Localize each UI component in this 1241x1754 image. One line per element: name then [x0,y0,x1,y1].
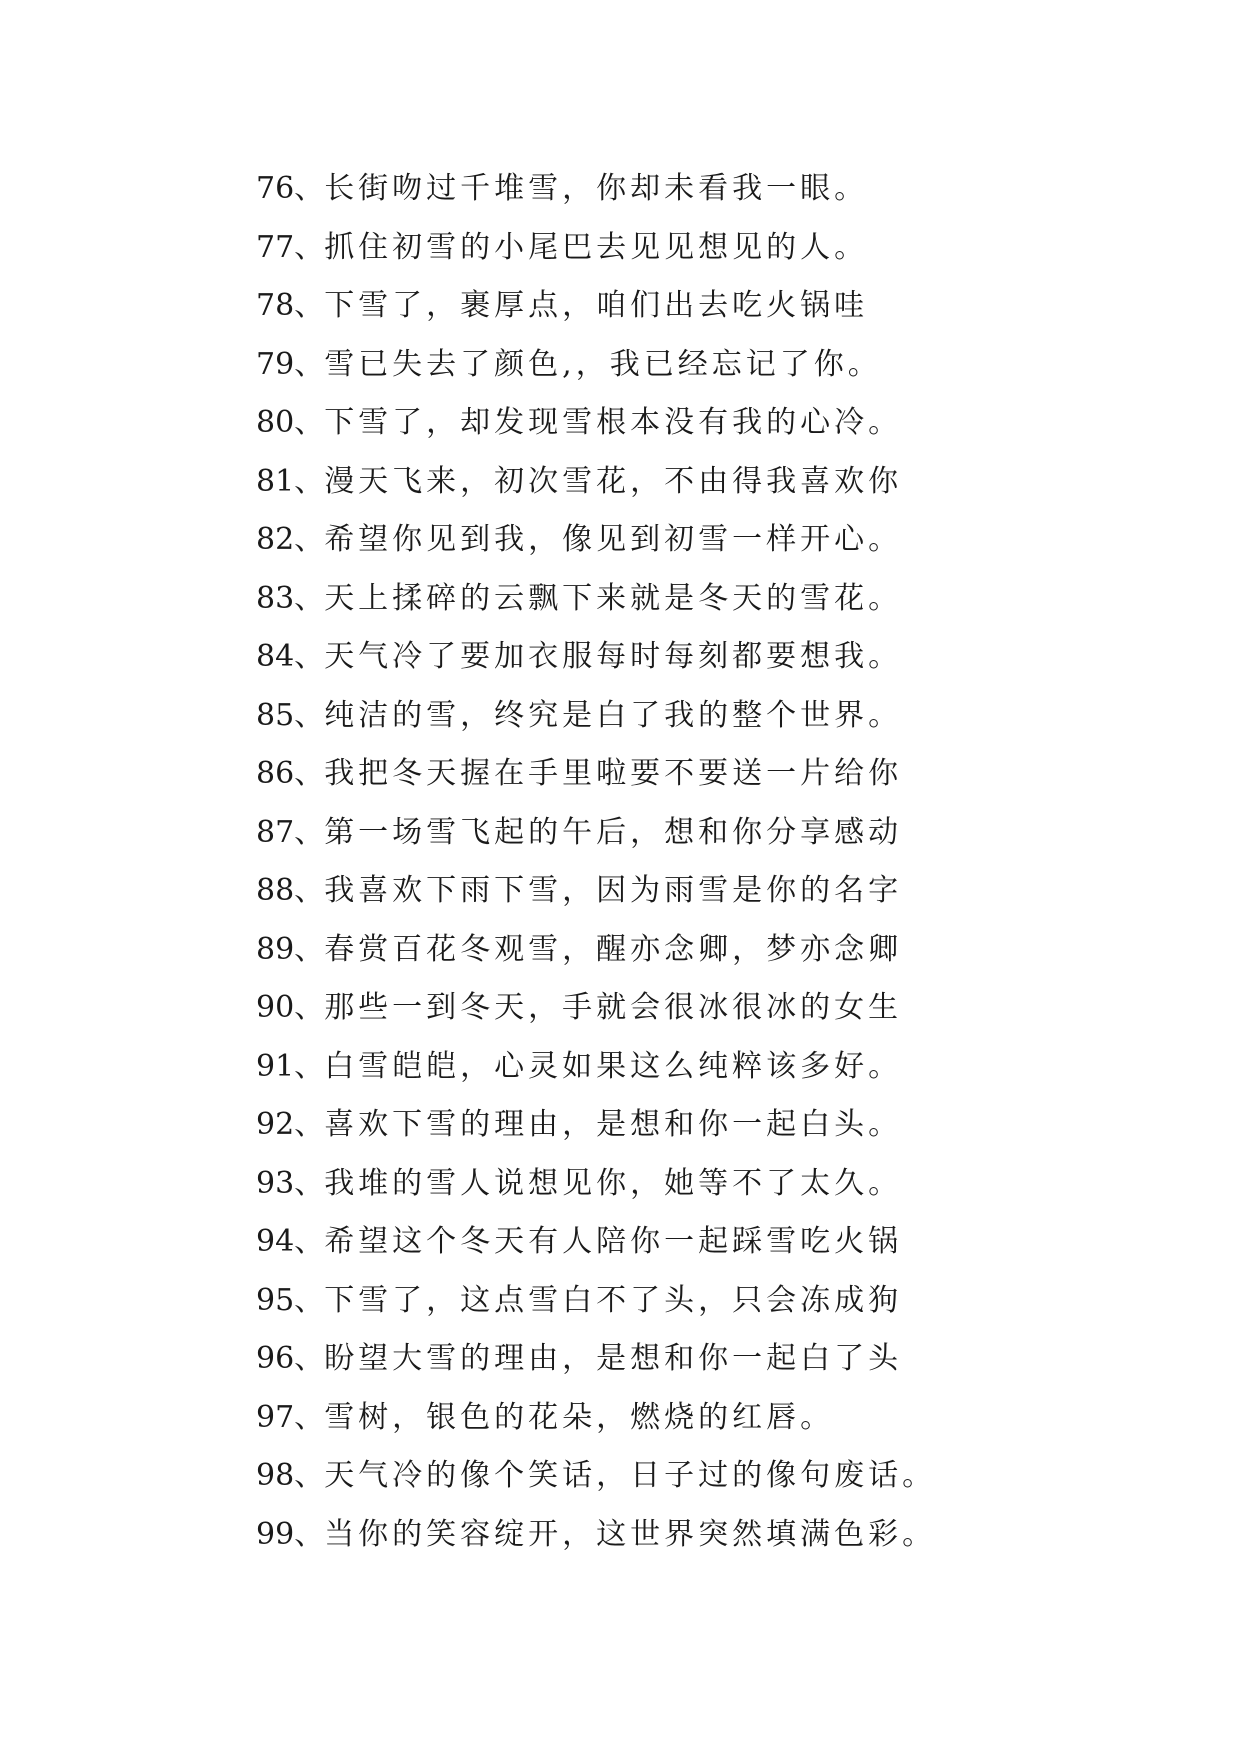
item-number: 85、 [256,697,325,733]
item-text: 希望这个冬天有人陪你一起踩雪吃火锅 [324,1224,903,1259]
list-item [256,1447,1216,1506]
item-text: 喜欢下雪的理由，是想和你一起白头。 [324,1107,903,1142]
item-number: 93、 [256,1165,325,1201]
list-item [256,1330,1216,1389]
list-item [256,453,1216,512]
list-item [256,394,1216,453]
item-number: 91、 [256,1048,325,1084]
item-text: 雪已失去了颜色,，我已经忘记了你。 [324,346,882,382]
item-text: 天气冷的像个笑话，日子过的像句废话。 [324,1458,937,1493]
list-item [256,1038,1216,1097]
item-text: 长街吻过千堆雪，你却未看我一眼。 [324,171,869,206]
list-item [256,511,1216,570]
item-number: 77、 [256,229,325,265]
item-text: 我把冬天握在手里啦要不要送一片给你 [324,756,903,791]
item-text: 我堆的雪人说想见你，她等不了太久。 [324,1165,903,1201]
item-text: 第一场雪飞起的午后，想和你分享感动 [324,814,903,850]
list-item [256,1272,1216,1331]
item-number: 88、 [256,873,325,908]
list-item [256,745,1216,804]
list-item [256,1213,1216,1272]
item-number: 83、 [256,580,325,616]
list-item [256,277,1216,336]
list-item [256,628,1216,687]
list-item [256,1389,1216,1448]
item-text: 天气冷了要加衣服每时每刻都要想我。 [324,639,903,674]
item-number: 82、 [256,522,325,557]
list-item [256,1155,1216,1214]
item-text: 纯洁的雪，终究是白了我的整个世界。 [324,697,903,733]
item-text: 希望你见到我，像见到初雪一样开心。 [324,522,903,557]
list-item [256,1506,1216,1565]
item-number: 86、 [256,756,325,791]
item-text: 盼望大雪的理由，是想和你一起白了头 [324,1341,903,1376]
item-number: 76、 [256,171,325,206]
list-item [256,219,1216,278]
item-number: 80、 [256,405,325,440]
item-text: 春赏百花冬观雪，醒亦念卿，梦亦念卿 [324,931,903,967]
item-number: 94、 [256,1224,325,1259]
item-text: 白雪皑皑，心灵如果这么纯粹该多好。 [324,1048,903,1084]
list-item [256,979,1216,1038]
list-item [256,921,1216,980]
item-number: 79、 [256,346,325,382]
item-number: 97、 [256,1399,325,1435]
item-text: 下雪了，裹厚点，咱们出去吃火锅哇 [324,288,869,323]
item-number: 92、 [256,1107,325,1142]
item-text: 天上揉碎的云飘下来就是冬天的雪花。 [324,580,903,616]
item-text: 我喜欢下雨下雪，因为雨雪是你的名字 [324,873,903,908]
item-number: 81、 [256,463,325,499]
list-item [256,862,1216,921]
list-item [256,687,1216,746]
item-number: 84、 [256,639,325,674]
list-item [256,336,1216,395]
item-number: 96、 [256,1341,325,1376]
item-number: 99、 [256,1516,325,1552]
item-number: 95、 [256,1282,325,1318]
item-text: 下雪了，这点雪白不了头，只会冻成狗 [324,1282,903,1318]
item-text: 那些一到冬天，手就会很冰很冰的女生 [324,990,903,1025]
item-text: 漫天飞来，初次雪花，不由得我喜欢你 [324,463,903,499]
list-item [256,1096,1216,1155]
item-text: 当你的笑容绽开，这世界突然填满色彩。 [324,1516,937,1552]
list-item [256,570,1216,629]
list-item [256,804,1216,863]
item-number: 78、 [256,288,325,323]
item-number: 89、 [256,931,325,967]
item-number: 90、 [256,990,325,1025]
sentence-list [256,160,1216,1564]
item-number: 98、 [256,1458,325,1493]
item-number: 87、 [256,814,325,850]
item-text: 下雪了，却发现雪根本没有我的心冷。 [324,405,903,440]
list-item [256,160,1216,219]
item-text: 抓住初雪的小尾巴去见见想见的人。 [324,229,869,265]
item-text: 雪树，银色的花朵，燃烧的红唇。 [324,1399,835,1435]
